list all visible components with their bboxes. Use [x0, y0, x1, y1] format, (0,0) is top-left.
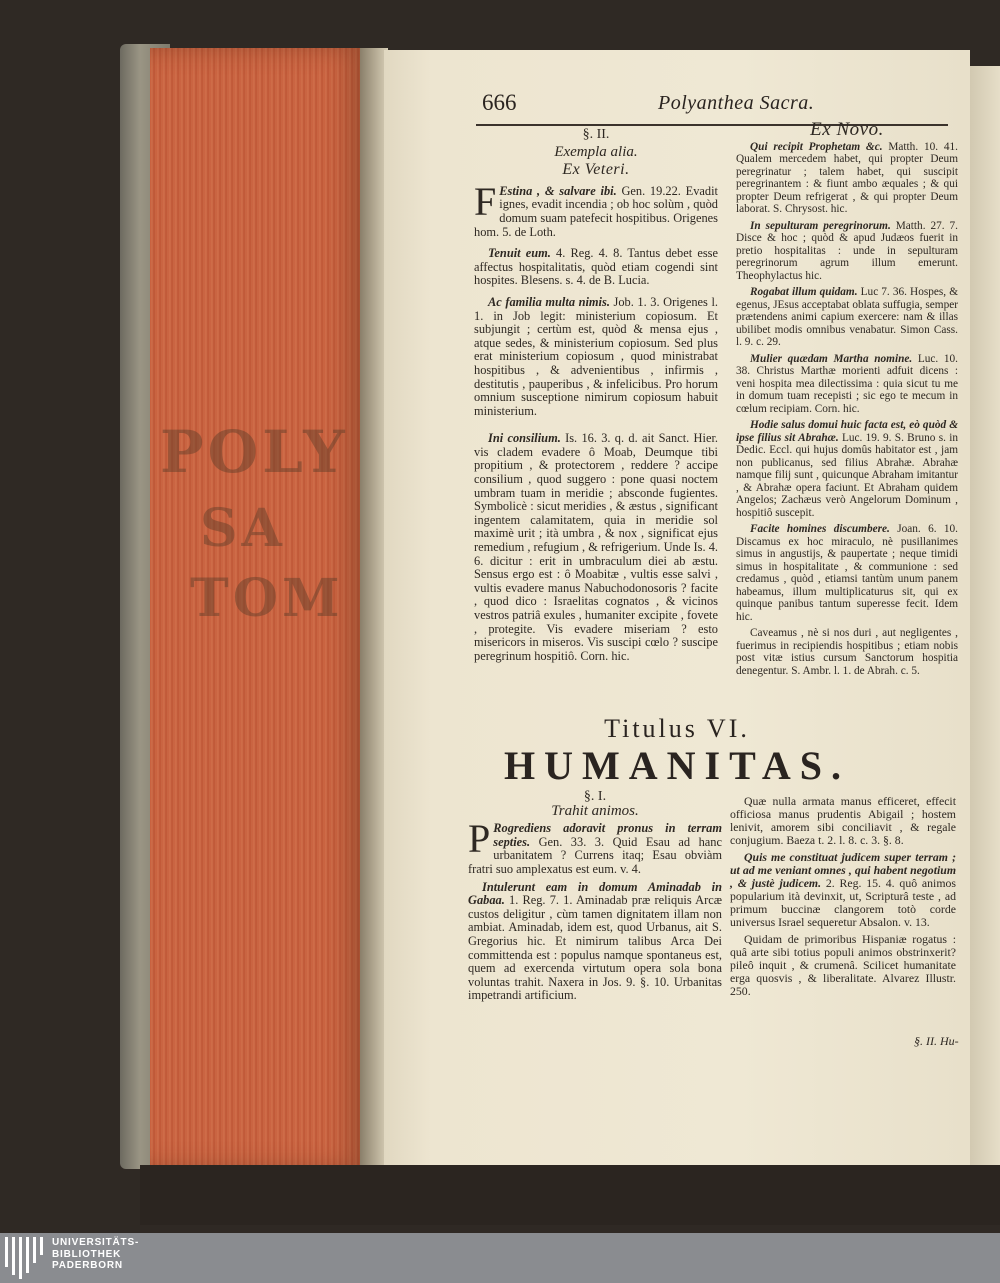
subtitle: Exempla alia. [554, 143, 638, 160]
lemma: Ini consilium. [488, 431, 561, 446]
paragraph-text: Luc. 19. 9. S. Bruno s. in Dedic. Eccl. qui hujus domûs habitator est , jam non publicanus, sed filius Abrahæ. Abrahæ namque filij sunt , quicunque Abraham imitantur , & Abrahæ opera faciunt. Et Abraham quidem Angelos; Zachæus verò Angelorum Dominum , hospitiô suscepit. [736, 431, 958, 519]
paragraph [736, 141, 958, 216]
paragraph-text: Luc 7. 36. Hospes, & egenus, JEsus acceptabat oblata suffugia, semper prætendens animi capium exercere: nam & illas ubilibet modis omnibus venabatur. Simon Cass. l. 9. c. 29. [736, 286, 959, 348]
paragraph-text: Luc. 10. 38. Christus Marthæ morienti adfuit dicens : veni hospita mea dilectissima : quia sicut tu me in domum tuam recepisti ; sic ego te mecum in cœlum recipiam. Corn. hic. [736, 352, 958, 415]
paragraph [736, 220, 958, 283]
drop-cap: F [474, 178, 497, 224]
paragraph-text: Matth. 27. 7. Disce & hoc ; quòd & apud Judæos fuerit in pretio hospitalitas : unde in sepulturam peregrinorum agrum illum emerunt. Theophylactus hic. [736, 219, 958, 282]
section-heading: §. II. [582, 127, 610, 142]
left-column [474, 128, 718, 667]
library-name-line: PADERBORN [52, 1260, 123, 1271]
lemma: Mulier quædam Martha nomine. [750, 352, 913, 365]
paragraph [730, 851, 956, 929]
paragraph [736, 627, 958, 677]
paragraph [468, 881, 722, 1003]
paragraph-text: Matth. 10. 41. Qualem mercedem habet, qui propter Deum peregrinatur ; talem habet, qui suscipit peregrinantem : & fiunt ambo æquales ; & qui propter Deum refrigerat , & qui propter Deum laborat. S. Chrysost. hic. [736, 140, 958, 215]
lower-left-column [468, 790, 722, 1007]
section-heading: §. I. [583, 789, 607, 804]
lemma: Qui recipit Prophetam &c. [750, 140, 883, 153]
page-bottom-shadow [140, 1165, 1000, 1225]
paragraph [730, 933, 956, 998]
paragraph-text: 1. Reg. 7. 1. Aminadab præ reliquis Arcæ custos deligitur , cùm tamen dignitatem illam non ambiat. Aminadab, idem est, quod Urbanus, ait S. Gregorius hic. Et nimirum talibus Arca Dei committenda est : populus namque spontaneus est, quem ad exercenda virtutum opera sola bona voluntas trahit. Naxera in Jos. 9. §. 10. Urbanitas impetrandi artificium. [468, 893, 722, 1003]
titulus-heading: Titulus VI. [604, 714, 750, 743]
paragraph-text: Job. 1. 3. Origenes l. 1. in Job legit: ministerium copiosum. Et subjungit ; certùm est, quòd & mensa ejus , atque sedes, & ministerium copiosum. Sed plus erat ministerium copiosum , quod ministrabat hospitibus , & advenientibus , infirmis , destitutis , pauperibus , & infelicibus. Pro horum omnium susceptione nimirum copiosum habuit ministerium. [474, 294, 718, 418]
lemma: Facite homines discumbere. [750, 523, 890, 535]
paragraph-text: Quæ nulla armata manus efficeret, effecit officiosa manus prudentis Abigail ; hostem lenivit, amorem sibi conciliavit , & regale conjugium. Baeza t. 2. l. 8. c. 3. §. 8. [730, 794, 956, 847]
paragraph [468, 816, 722, 876]
paragraph-text: Joan. 6. 10. Discamus ex hoc miraculo, nè pusillanimes simus in angustijs, & paupertate ; neque timidi simus in hospitalitate , & communione : sed credamus , quòd , etiamsi tantùm unum panem habeamus, illum multiplicaturus sit, qui ex quinque panibus tantum superesse fecit. Idem hic. [736, 523, 959, 623]
paragraph [736, 353, 958, 416]
right-column [736, 119, 959, 681]
paragraph [736, 419, 958, 519]
library-name [52, 1237, 139, 1272]
spine-text-3: TOM [190, 568, 344, 629]
library-name-line: BIBLIOTHEK [52, 1248, 122, 1260]
paragraph [474, 432, 718, 663]
paragraph [474, 247, 718, 288]
subtitle-vetus: Ex Veteri. [562, 161, 630, 179]
paragraph-text: Caveamus , nè si nos duri , aut negligentes , fuerimus in recipiendis hospitibus ; etiam nobis post vitæ istius cursum Sanctorum hospitia denegentur. S. Ambr. l. 1. de Abrah. c. 5. [736, 627, 958, 677]
paragraph [730, 795, 956, 847]
paragraph-text: Gen. 19.22. Evadit ignes, evadit incendia ; ob hoc solùm , quòd domum suam patefecit hospitibus. Origenes hom. 5. de Loth. [474, 183, 718, 239]
lemma: Rogabat illum quidam. [750, 286, 858, 298]
lemma: Ac familia multa nimis. [488, 294, 610, 309]
lemma: Rogrediens adoravit pronus in terram septies. [493, 821, 722, 849]
paragraph [736, 523, 958, 623]
lemma: Quis me constituat judicem super terram ; ut ad me veniant omnes , qui habent negotium , & justè judicem. [730, 850, 956, 890]
lemma: Tenuit eum. [488, 246, 551, 261]
spine-text-1: POLY [160, 418, 349, 486]
page-block-edge [150, 48, 368, 1168]
lower-right-column [730, 795, 956, 1002]
paragraph [474, 178, 718, 239]
main-heading: HUMANITAS. [504, 743, 850, 788]
catchword: §. II. Hu- [914, 1034, 959, 1048]
library-logo-icon [5, 1237, 45, 1279]
paragraph-text: 4. Reg. 4. 8. Tantus debet esse affectus hospitalitatis, quòd etiam cogendi sint hospites. Blesens. s. 4. de B. Lucia. [474, 246, 718, 288]
library-footer [0, 1233, 1000, 1283]
paragraph [474, 296, 718, 418]
paragraph-text: 2. Reg. 15. 4. quô animos popularium ità devinxit, ut, Scripturâ teste , ad primum buccinæ clangorem totò corde universus Israel sequeretur Absalon. v. 13. [730, 876, 956, 929]
lemma: Hodie salus domui huic facta est, eò quòd & ipse filius sit Abrahæ. [736, 419, 958, 444]
lemma: Intulerunt eam in domum Aminadab in Gabaa. [468, 879, 722, 908]
running-title: Polyanthea Sacra. [658, 92, 815, 114]
lemma: In sepulturam peregrinorum. [750, 219, 891, 232]
library-name-line: UNIVERSITÄTS- [52, 1237, 140, 1248]
paragraph [736, 286, 958, 349]
next-page-edge [966, 66, 1000, 1166]
paragraph-text: Gen. 33. 3. Quid Esau ad hanc urbanitatem ? Currens itaq; Esau obviàm fratri suo amplexatus est eum. v. 4. [468, 834, 722, 876]
subtitle: Trahit animos. [551, 802, 639, 819]
page-number: 666 [482, 90, 517, 115]
spine-text-2: SA [200, 498, 286, 559]
lemma: Estina , & salvare ibi. [499, 183, 617, 198]
drop-cap: P [468, 816, 491, 862]
subtitle-novo: Ex Novo. [810, 119, 884, 140]
paragraph-text: Is. 16. 3. q. d. ait Sanct. Hier. vis cladem evadere ô Moab, Deumque tibi propitium , & protectorem , reddere ? accipe consilium , quod suggero : pone quasi noctem umbram tuam in meridie ; absconde fugientes. Symbolicè : sicut meridies , & æstus , significant ingentem calamitatem, quia in meridie sol maximè urit ; ità umbra , & nox , significat ejus remedium , refugium , & refrigerium. Unde Is. 4. 6. dicitur : erit in umbraculum diei ab æstu. Sensus ergo est : ô Moabitæ , vultis esse salvi , vultis evadere manus Nabuchodonosoris ? facite , quod dico : Israelitas cognatos , & vicinos vestros patriâ exules , humaniter excipite , fovete , protegite. Vis evadere miseriam ? esto misericors in miseros. Vis suscipi cœlo ? suscipe peregrinum hospitiô. Corn. hic. [474, 431, 718, 663]
paragraph-text: Quidam de primoribus Hispaniæ rogatus : quâ arte sibi totius populi animos obstrinxerit? pileô inquit , & crumenâ. Scilicet humanitate erga quosvis , & liberalitate. Alvarez Illustr. 250. [730, 932, 956, 998]
